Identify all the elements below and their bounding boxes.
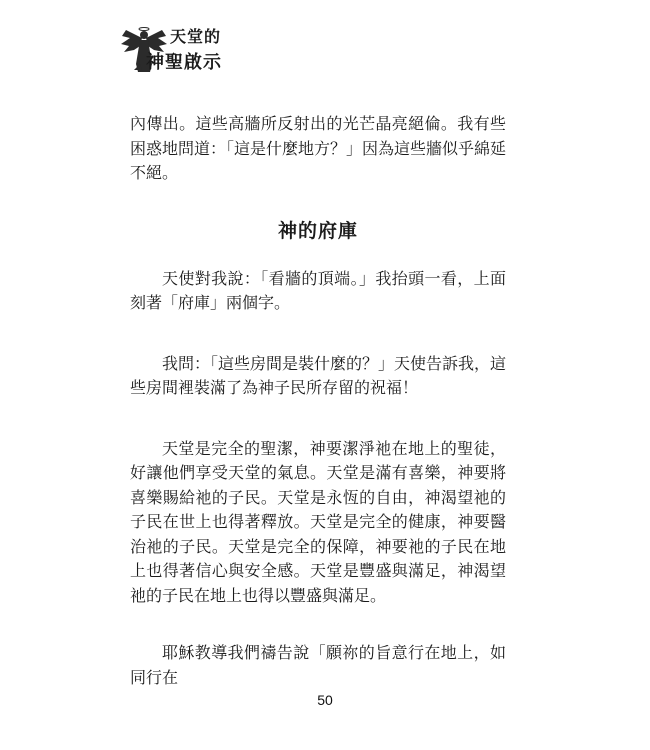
section-heading: 神的府庫 — [277, 219, 358, 242]
intro-paragraph: 內傳出。這些高牆所反射出的光芒晶亮絕倫。我有些困惑地問道：「這是什麼地方？」因為這些牆似乎綿延不絕。 — [130, 114, 507, 182]
book-title-line1: 天堂的 — [170, 27, 222, 46]
page-content — [130, 112, 506, 690]
body-paragraph: 天使對我說：「看牆的頂端。」我抬頭一看，上面刻著「府庫」兩個字。 — [130, 268, 506, 312]
body-paragraph: 我問：「這些房間是裝什麼的？」天使告訴我，這些房間裡裝滿了為神子民所存留的祝福！ — [130, 353, 507, 397]
body-paragraph: 耶穌教導我們禱告說「願祢的旨意行在地上，如同行在 — [130, 643, 506, 687]
book-header — [120, 20, 260, 76]
page-number: 50 — [317, 692, 333, 708]
book-title-line2: 神聖啟示 — [146, 52, 222, 73]
body-paragraph: 天堂是完全的聖潔，神要潔淨祂在地上的聖徒，好讓他們享受天堂的氣息。天堂是滿有喜樂，神要將喜樂賜給祂的子民。天堂是永恆的自由，神渴望祂的子民在世上也得著釋放。天堂是完全的健康，神要醫治祂的子民。天堂是完全的保障，神要祂的子民在地上也得著信心與安全感。天堂是豐盛與滿足，神渴望祂的子民在地上也得以豐盛與滿足。 — [130, 438, 506, 605]
